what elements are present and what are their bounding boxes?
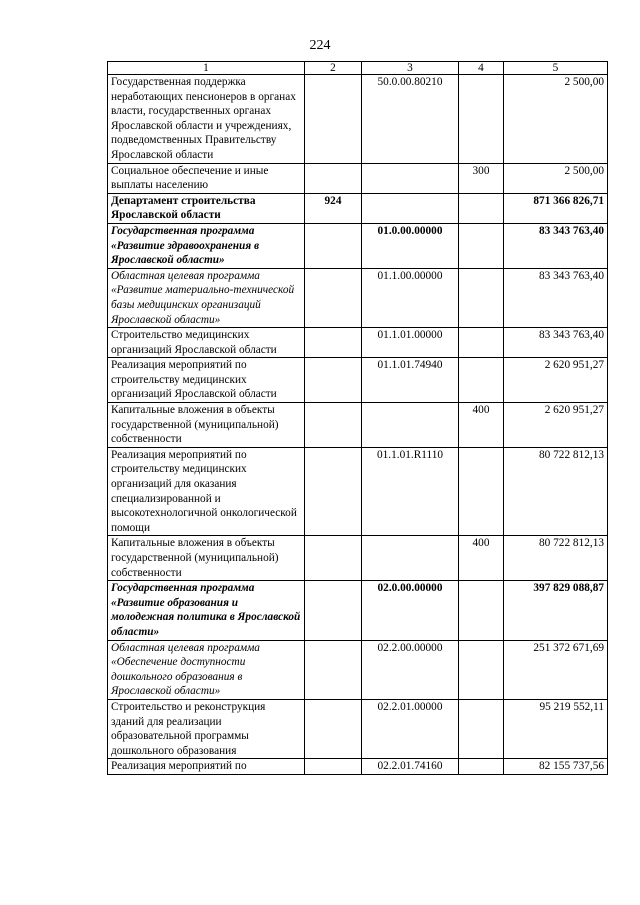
row-ved (305, 581, 362, 640)
row-name: Строительство медицинских организаций Ярославской области (108, 328, 305, 358)
row-name: Государственная программа «Развитие образования и молодежная политика в Ярославской области» (108, 581, 305, 640)
row-sum: 2 500,00 (504, 75, 608, 164)
row-csr: 02.2.00.00000 (362, 640, 459, 699)
row-csr (362, 403, 459, 448)
row-name: Социальное обеспечение и иные выплаты населению (108, 163, 305, 193)
row-sum: 83 343 763,40 (504, 268, 608, 327)
table-row (108, 699, 608, 758)
row-vr (459, 223, 504, 268)
row-vr (459, 447, 504, 536)
row-name: Государственная программа «Развитие здравоохранения в Ярославской области» (108, 223, 305, 268)
row-vr: 400 (459, 403, 504, 448)
row-ved: 924 (305, 193, 362, 223)
row-name: Строительство и реконструкция зданий для реализации образовательной программы дошкольного образования (108, 699, 305, 758)
row-sum: 95 219 552,11 (504, 699, 608, 758)
row-vr (459, 328, 504, 358)
row-csr (362, 536, 459, 581)
table-row (108, 403, 608, 448)
row-ved (305, 403, 362, 448)
row-ved (305, 358, 362, 403)
table-row (108, 759, 608, 775)
header-col-5: 5 (504, 62, 608, 75)
row-name: Областная целевая программа «Развитие материально-технической базы медицинских организаций Ярославской области» (108, 268, 305, 327)
row-csr (362, 163, 459, 193)
row-name: Государственная поддержка неработающих пенсионеров в органах власти, государственных органах Ярославской области и учреждениях, подведомственных Правительству Ярославской области (108, 75, 305, 164)
table-row (108, 75, 608, 164)
row-csr: 02.2.01.00000 (362, 699, 459, 758)
row-ved (305, 75, 362, 164)
row-ved (305, 163, 362, 193)
row-vr: 400 (459, 536, 504, 581)
row-vr (459, 75, 504, 164)
row-csr: 01.1.01.74940 (362, 358, 459, 403)
row-vr (459, 699, 504, 758)
row-csr: 01.1.01.R1110 (362, 447, 459, 536)
table-row (108, 447, 608, 536)
row-sum: 2 500,00 (504, 163, 608, 193)
table-header-row (108, 62, 608, 75)
budget-table (107, 61, 608, 775)
table-row (108, 358, 608, 403)
table-row (108, 223, 608, 268)
row-ved (305, 640, 362, 699)
row-csr: 01.0.00.00000 (362, 223, 459, 268)
row-name: Капитальные вложения в объекты государственной (муниципальной) собственности (108, 536, 305, 581)
row-csr: 01.1.01.00000 (362, 328, 459, 358)
row-sum: 871 366 826,71 (504, 193, 608, 223)
row-sum: 83 343 763,40 (504, 328, 608, 358)
row-vr (459, 268, 504, 327)
row-csr: 02.2.01.74160 (362, 759, 459, 775)
header-col-2: 2 (305, 62, 362, 75)
row-ved (305, 223, 362, 268)
page-number: 224 (309, 38, 331, 53)
row-sum: 80 722 812,13 (504, 447, 608, 536)
table-row (108, 536, 608, 581)
row-name: Департамент строительства Ярославской области (108, 193, 305, 223)
row-csr: 50.0.00.80210 (362, 75, 459, 164)
row-ved (305, 447, 362, 536)
row-ved (305, 536, 362, 581)
row-name: Капитальные вложения в объекты государственной (муниципальной) собственности (108, 403, 305, 448)
row-name: Областная целевая программа «Обеспечение доступности дошкольного образования в Ярославской области» (108, 640, 305, 699)
row-vr (459, 193, 504, 223)
row-vr (459, 640, 504, 699)
row-ved (305, 268, 362, 327)
row-ved (305, 699, 362, 758)
header-col-1: 1 (108, 62, 305, 75)
table-row (108, 328, 608, 358)
row-sum: 2 620 951,27 (504, 358, 608, 403)
row-name: Реализация мероприятий по строительству медицинских организаций для оказания специализированной и высокотехнологичной онкологической помощи (108, 447, 305, 536)
row-csr: 01.1.00.00000 (362, 268, 459, 327)
table-row (108, 163, 608, 193)
header-col-4: 4 (459, 62, 504, 75)
row-csr: 02.0.00.00000 (362, 581, 459, 640)
row-vr: 300 (459, 163, 504, 193)
row-sum: 251 372 671,69 (504, 640, 608, 699)
table-row (108, 581, 608, 640)
row-ved (305, 759, 362, 775)
row-name: Реализация мероприятий по строительству медицинских организаций Ярославской области (108, 358, 305, 403)
row-sum: 80 722 812,13 (504, 536, 608, 581)
row-sum: 82 155 737,56 (504, 759, 608, 775)
header-col-3: 3 (362, 62, 459, 75)
row-vr (459, 759, 504, 775)
row-sum: 397 829 088,87 (504, 581, 608, 640)
row-vr (459, 581, 504, 640)
table-row (108, 640, 608, 699)
row-sum: 2 620 951,27 (504, 403, 608, 448)
row-vr (459, 358, 504, 403)
row-sum: 83 343 763,40 (504, 223, 608, 268)
row-csr (362, 193, 459, 223)
row-ved (305, 328, 362, 358)
table-row (108, 193, 608, 223)
table-row (108, 268, 608, 327)
row-name: Реализация мероприятий по (108, 759, 305, 775)
